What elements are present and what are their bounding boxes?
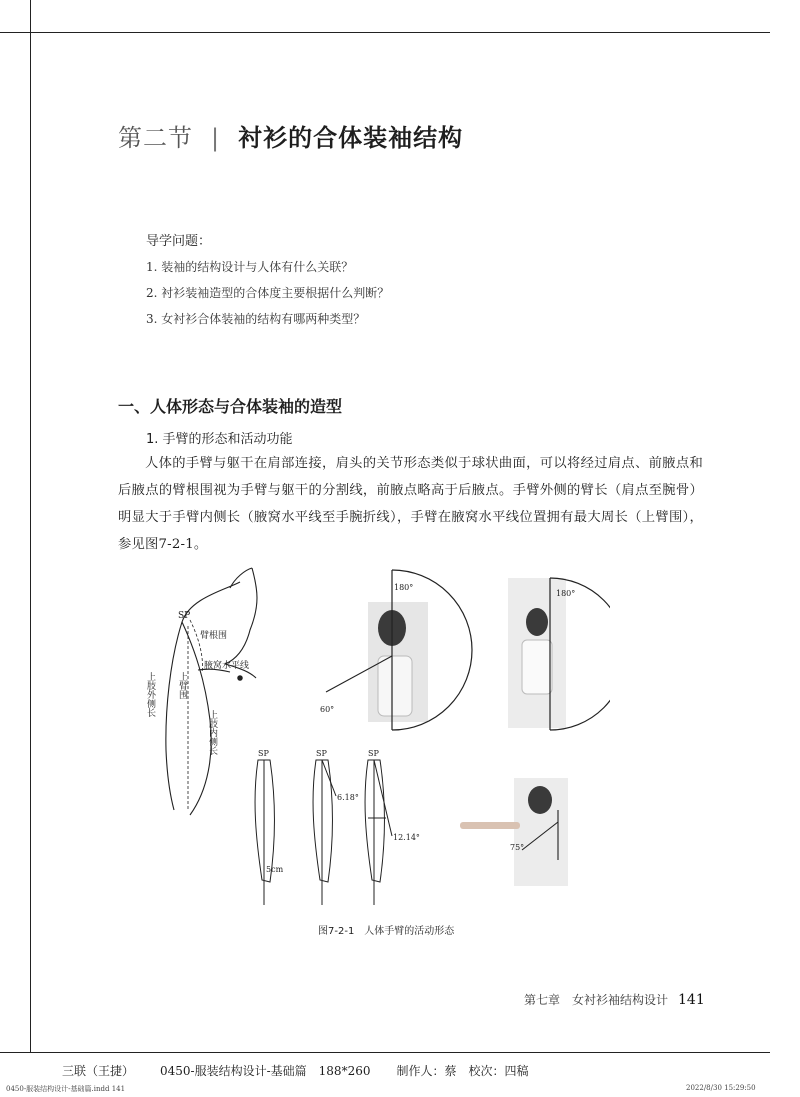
chapter-title: 第七章 女衬衫袖结构设计 xyxy=(524,993,669,1007)
section-number: 第二节 xyxy=(118,124,193,152)
page-footer xyxy=(524,991,705,1008)
arm-outlines xyxy=(255,760,392,905)
guide-title: 导学问题： xyxy=(146,234,212,249)
frame-line-top xyxy=(30,32,770,33)
deg1214-label: 12.14° xyxy=(393,833,420,842)
sp-label: SP xyxy=(178,611,191,621)
outer-length-label: 上肢外侧长 xyxy=(145,672,155,717)
photo-arms-raised-front xyxy=(508,578,610,730)
section-heading xyxy=(118,118,463,153)
slug-publisher: 三联（王捷） xyxy=(62,1064,135,1078)
deg180-label: 180° xyxy=(394,583,414,592)
figure-caption: 图7-2-1 人体手臂的活动形态 xyxy=(318,926,455,937)
deg75-label: 75° xyxy=(510,843,525,852)
arm-shape xyxy=(460,822,520,829)
cm5-label: 5cm xyxy=(266,865,284,874)
deg180-label: 180° xyxy=(556,589,576,598)
section-title: 衬衫的合体装袖结构 xyxy=(238,124,464,152)
file-timestamp: 2022/8/30 15:29:50 xyxy=(686,1084,756,1092)
photo-arm-raise-side xyxy=(320,570,472,730)
frame-line-left xyxy=(30,32,31,1052)
sp-label: SP xyxy=(368,749,379,758)
guide-question: 1. 装袖的结构设计与人体有什么关联？ xyxy=(146,260,354,274)
sp-label: SP xyxy=(258,749,269,758)
section-separator: | xyxy=(211,124,221,152)
sp-label: SP xyxy=(316,749,327,758)
page-number: 141 xyxy=(678,992,705,1008)
shirt-shape xyxy=(378,656,412,716)
slug-maker: 制作人：蔡 校次：四稿 xyxy=(396,1064,529,1078)
photo-arm-across xyxy=(460,778,568,886)
upper-arm-girth-label: 上臂围 xyxy=(177,672,187,699)
body-paragraph: 人体的手臂与躯干在肩部连接，肩头的关节形态类似于球状曲面，可以将经过肩点、前腋点和后腋点的臂根围视为手臂与躯干的分割线，前腋点略高于后腋点。手臂外侧的臂长（肩点至腕骨）明显大于手臂内侧长（腋窝水平线至手腕折线），手臂在腋窝水平线位置拥有最大周长（上臂围），参见图7-2-1。 xyxy=(118,456,703,552)
guide-question: 2. 衬衫装袖造型的合体度主要根据什么判断？ xyxy=(146,286,390,300)
crop-mark xyxy=(0,0,31,33)
hair-shape xyxy=(526,608,548,636)
subsubsection-heading: 1. 手臂的形态和活动功能 xyxy=(146,432,293,447)
print-slug xyxy=(62,1062,555,1079)
deg60-label: 60° xyxy=(320,705,335,714)
arm-root-label: 臂根围 xyxy=(200,631,228,641)
guide-question: 3. 女衬衫合体装袖的结构有哪两种类型？ xyxy=(146,312,366,326)
hair-shape xyxy=(528,786,552,814)
slug-book: 0450-服装结构设计-基础篇 188*260 xyxy=(160,1064,371,1078)
arm-movement-figure xyxy=(130,560,610,915)
shirt-shape xyxy=(522,640,552,694)
frame-line-bottom xyxy=(0,1052,770,1053)
inner-length-label: 上肢内侧长 xyxy=(207,710,217,755)
armpit-line-label: 腋窝水平线 xyxy=(204,661,250,671)
subsection-heading: 一、人体形态与合体装袖的造型 xyxy=(118,397,343,416)
deg618-label: 6.18° xyxy=(337,793,359,802)
file-name: 0450-服装结构设计-基础篇.indd 141 xyxy=(6,1085,126,1093)
